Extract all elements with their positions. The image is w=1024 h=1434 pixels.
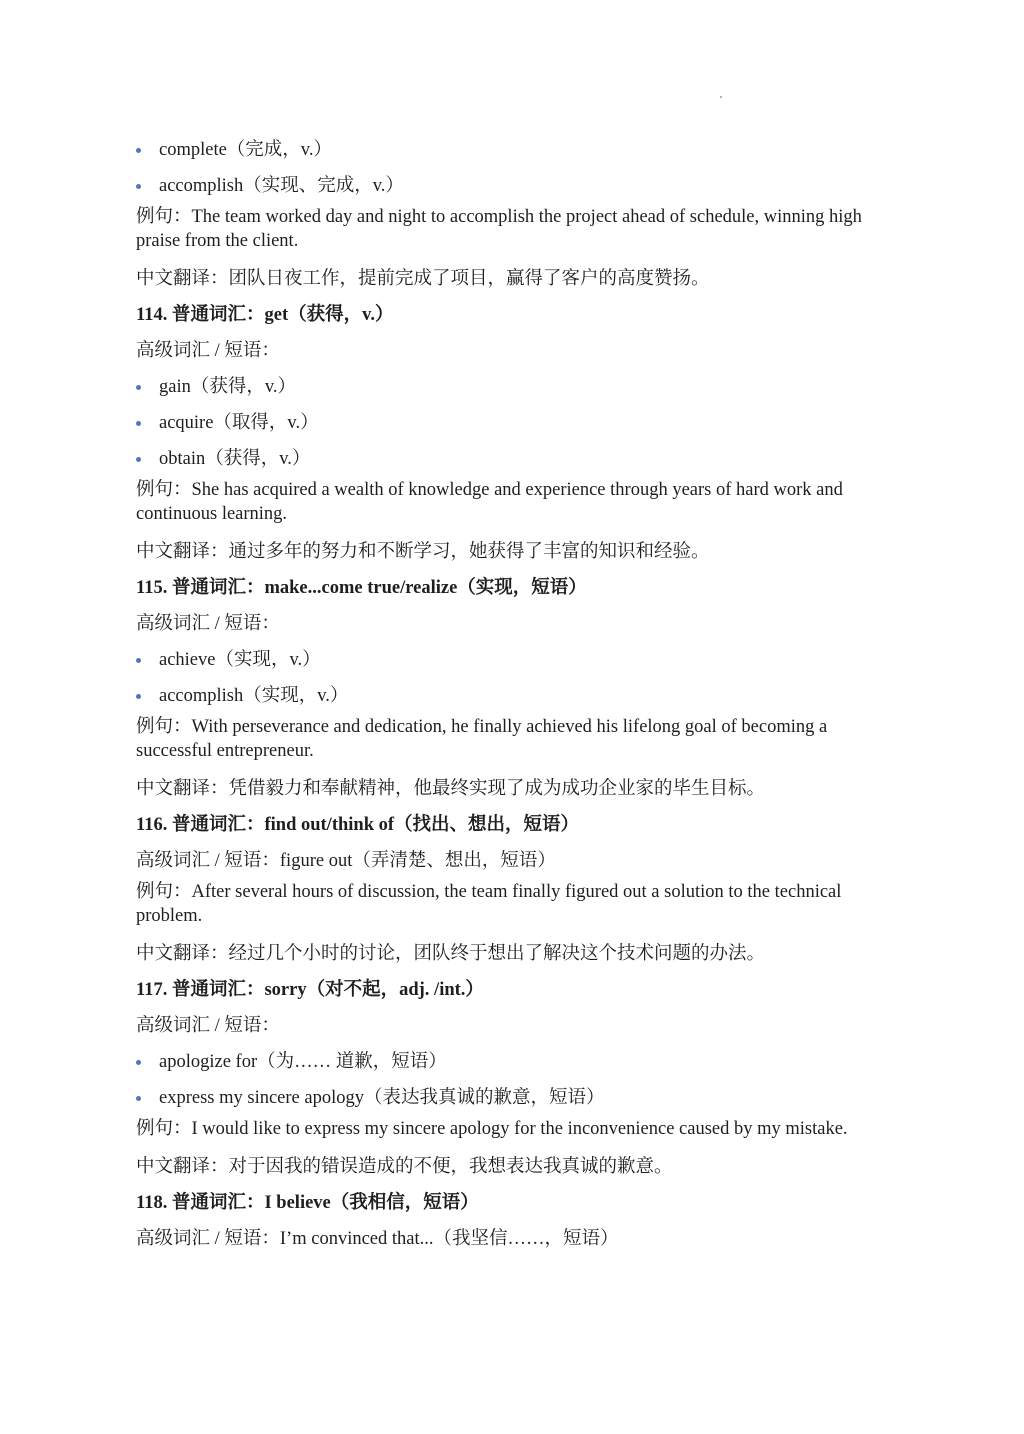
example-sentence: 例句：I would like to express my sincere apology for the inconvenience caused by my mistake. — [136, 1119, 848, 1139]
bullet-icon — [136, 148, 141, 153]
chinese-translation: 中文翻译：经过几个小时的讨论，团队终于想出了解决这个技术问题的办法。 — [136, 944, 766, 964]
entry-heading: 114. 普通词汇：get（获得，v.） — [136, 305, 394, 325]
bullet-icon — [136, 421, 141, 426]
example-sentence: 例句：After several hours of discussion, the team finally figured out a solution to the technical problem. — [136, 882, 842, 926]
vocabulary-content — [136, 132, 896, 1257]
advanced-vocab-label: 高级词汇 / 短语： — [136, 614, 280, 634]
list-item-text: apologize for（为…… 道歉，短语） — [159, 1052, 447, 1072]
advanced-vocab-label: 高级词汇 / 短语：I’m convinced that...（我坚信……，短语） — [136, 1229, 619, 1249]
example-sentence: 例句：With perseverance and dedication, he finally achieved his lifelong goal of becoming a successful entrepreneur. — [136, 717, 828, 761]
page-dot-mark — [720, 96, 722, 98]
advanced-vocab-label: 高级词汇 / 短语： — [136, 341, 280, 361]
entry-heading: 116. 普通词汇：find out/think of（找出、想出，短语） — [136, 815, 580, 835]
bullet-icon — [136, 457, 141, 462]
list-item-text: achieve（实现，v.） — [159, 650, 321, 670]
list-item — [136, 642, 896, 678]
chinese-translation: 中文翻译：凭借毅力和奉献精神，他最终实现了成为成功企业家的毕生目标。 — [136, 779, 766, 799]
list-item-text: express my sincere apology（表达我真诚的歉意，短语） — [159, 1088, 605, 1108]
list-item — [136, 369, 896, 405]
list-item — [136, 441, 896, 477]
entry-heading: 118. 普通词汇：I believe（我相信，短语） — [136, 1193, 479, 1213]
list-item-text: obtain（获得，v.） — [159, 449, 311, 469]
bullet-icon — [136, 1060, 141, 1065]
example-sentence: 例句：The team worked day and night to accomplish the project ahead of schedule, winning high praise from the client. — [136, 207, 862, 251]
chinese-translation: 中文翻译：通过多年的努力和不断学习，她获得了丰富的知识和经验。 — [136, 542, 710, 562]
list-item — [136, 405, 896, 441]
bullet-icon — [136, 184, 141, 189]
advanced-vocab-label: 高级词汇 / 短语： — [136, 1016, 280, 1036]
list-item — [136, 1080, 896, 1116]
bullet-icon — [136, 385, 141, 390]
bullet-icon — [136, 658, 141, 663]
chinese-translation: 中文翻译：团队日夜工作，提前完成了项目，赢得了客户的高度赞扬。 — [136, 269, 710, 289]
list-item-text: complete（完成，v.） — [159, 140, 332, 160]
list-item-text: accomplish（实现、完成，v.） — [159, 176, 404, 196]
list-item — [136, 168, 896, 204]
list-item-text: accomplish（实现，v.） — [159, 686, 349, 706]
entry-heading: 117. 普通词汇：sorry（对不起，adj. /int.） — [136, 980, 484, 1000]
list-item — [136, 678, 896, 714]
chinese-translation: 中文翻译：对于因我的错误造成的不便，我想表达我真诚的歉意。 — [136, 1157, 673, 1177]
list-item — [136, 132, 896, 168]
list-item-text: gain（获得，v.） — [159, 377, 297, 397]
advanced-vocab-label: 高级词汇 / 短语：figure out（弄清楚、想出，短语） — [136, 851, 556, 871]
entry-heading: 115. 普通词汇：make...come true/realize（实现，短语） — [136, 578, 587, 598]
list-item — [136, 1044, 896, 1080]
bullet-icon — [136, 694, 141, 699]
example-sentence: 例句：She has acquired a wealth of knowledge and experience through years of hard work and continuous learning. — [136, 480, 843, 524]
list-item-text: acquire（取得，v.） — [159, 413, 319, 433]
bullet-icon — [136, 1096, 141, 1101]
